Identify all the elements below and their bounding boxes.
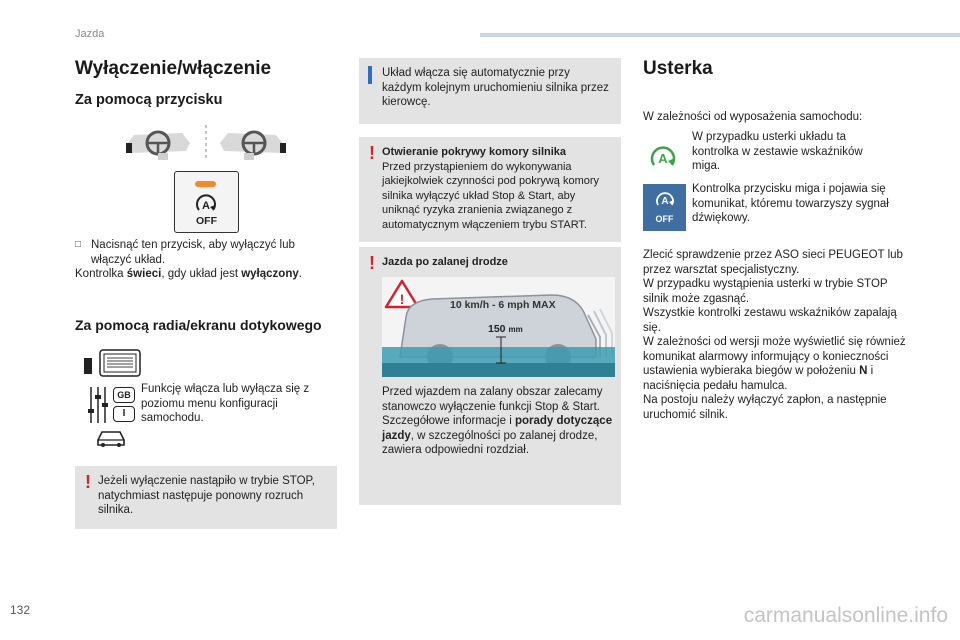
warning-box-bonnet	[359, 137, 621, 242]
fault-paragraph-5: Na postoju należy wyłączyć zapłon, a następnie uruchomić silnik.	[643, 394, 887, 421]
section-header: Jazda	[75, 28, 105, 40]
steering-wheels-illustration	[124, 123, 288, 163]
bullet-icon: □	[75, 239, 82, 250]
language-gb-icon: GB	[113, 387, 135, 403]
title-fault: Usterka	[643, 58, 713, 79]
subtitle-radio: Za pomocą radia/ekranu dotykowego	[75, 317, 322, 333]
instruction-paragraph	[75, 238, 325, 282]
watermark: carmanualsonline.info	[743, 604, 948, 627]
flooded-road-illustration	[382, 277, 615, 377]
warning-exclamation-icon: !	[369, 253, 375, 273]
info-box-auto-activation	[359, 58, 621, 124]
fault-lamp2-text: Kontrolka przycisku miga i pojawia się komunikat, któremu towarzyszy sygnał dźwiękowy.	[692, 183, 889, 224]
warning-box-flooded-road	[359, 247, 621, 505]
flood-water	[382, 347, 615, 365]
flood-speed-label: 10 km/h - 6 mph MAX	[450, 299, 556, 311]
warning-exclamation-icon: !	[369, 143, 375, 163]
warning-restart-text: Jeżeli wyłączenie nastąpiło w trybie STOP, natychmiast następuje ponowny rozruch silnika.	[98, 475, 315, 516]
fault-paragraph-2: W przypadku wystąpienia usterki w trybie STOP silnik może zgasnąć.	[643, 278, 888, 305]
lamp-off-label: OFF	[655, 214, 674, 224]
warning-bonnet-text: Przed przystąpieniem do wykonywania jakiejkolwiek czynności pod pokrywą komory silnika wyłączyć układ Stop & Start, aby uniknąć ryzyka zranienia związanego z automatycznym włączeniem trybu START.	[382, 160, 600, 231]
flood-depth-label: 150 mm	[488, 323, 523, 335]
warning-flood-title: Jazda po zalanej drodze	[382, 256, 508, 268]
flood-paragraph-1: Przed wjazdem na zalany obszar zalecamy stanowczo wyłączenie funkcji Stop & Start.	[382, 386, 603, 413]
warning-bonnet-title: Otwieranie pokrywy komory silnika	[382, 146, 567, 158]
fault-details	[643, 248, 908, 422]
svg-text:A: A	[661, 196, 669, 207]
warning-exclamation-icon: !	[85, 472, 91, 492]
fault-intro: W zależności od wyposażenia samochodu:	[643, 111, 863, 123]
svg-text:!: !	[399, 291, 405, 307]
auto-a-white-icon	[653, 190, 677, 210]
units-icon: I	[113, 406, 135, 422]
blue-off-lamp-icon	[643, 184, 686, 231]
warning-triangle-icon	[386, 281, 418, 307]
warning-bonnet-content	[382, 145, 616, 232]
svg-text:A: A	[658, 151, 668, 166]
button-off-label: OFF	[196, 215, 217, 227]
radio-instruction-text: Funkcję włącza lub wyłącza się z poziomu menu konfiguracji samochodu.	[141, 383, 310, 424]
auto-a-icon	[193, 194, 219, 216]
bullet-text: Nacisnąć ten przycisk, aby wyłączyć lub włączyć układ.	[91, 239, 295, 266]
header-bar	[480, 33, 960, 37]
info-auto-text: Układ włącza się automatycznie przy każdym kolejnym uruchomieniu silnika przez kierowcę.	[382, 67, 609, 108]
fault-paragraph-4: W zależności od wersji może wyświetlić się również komunikat alarmowy informujący o konieczności ustawienia wybieraka biegów w położeniu N i naciśnięcia pedału hamulca.	[643, 336, 906, 392]
settings-sliders-icon	[86, 385, 110, 425]
page-number: 132	[10, 603, 31, 617]
button-indicator-lamp	[195, 181, 216, 187]
subtitle-button: Za pomocą przycisku	[75, 92, 223, 108]
flood-paragraph-2: Szczegółowe informacje i porady dotyczące jazdy, w szczególności po zalanej drodze, zawiera odpowiedni rozdział.	[382, 415, 613, 456]
fault-paragraph-1: Zlecić sprawdzenie przez ASO sieci PEUGEOT lub przez warsztat specjalistyczny.	[643, 249, 903, 276]
svg-text:A: A	[202, 200, 210, 212]
radio-screen-icon	[84, 348, 142, 378]
warning-box-restart	[75, 466, 337, 529]
left-steering-wheel-icon	[126, 132, 190, 160]
flood-text	[382, 385, 614, 458]
green-auto-warning-lamp-icon	[648, 145, 678, 171]
right-steering-wheel-icon	[220, 132, 286, 160]
road-surface	[382, 363, 615, 377]
stop-start-off-button	[174, 171, 239, 233]
status-line: Kontrolka świeci, gdy układ jest wyłączony.	[75, 268, 302, 280]
title-on-off: Wyłączenie/włączenie	[75, 58, 272, 79]
fault-paragraph-3: Wszystkie kontrolki zestawu wskaźników zapalają się.	[643, 307, 897, 334]
info-icon	[368, 66, 372, 84]
fault-lamp1-text: W przypadku usterki układu ta kontrolka w zestawie wskaźników miga.	[692, 131, 863, 172]
vehicle-settings-car-icon	[95, 428, 127, 448]
